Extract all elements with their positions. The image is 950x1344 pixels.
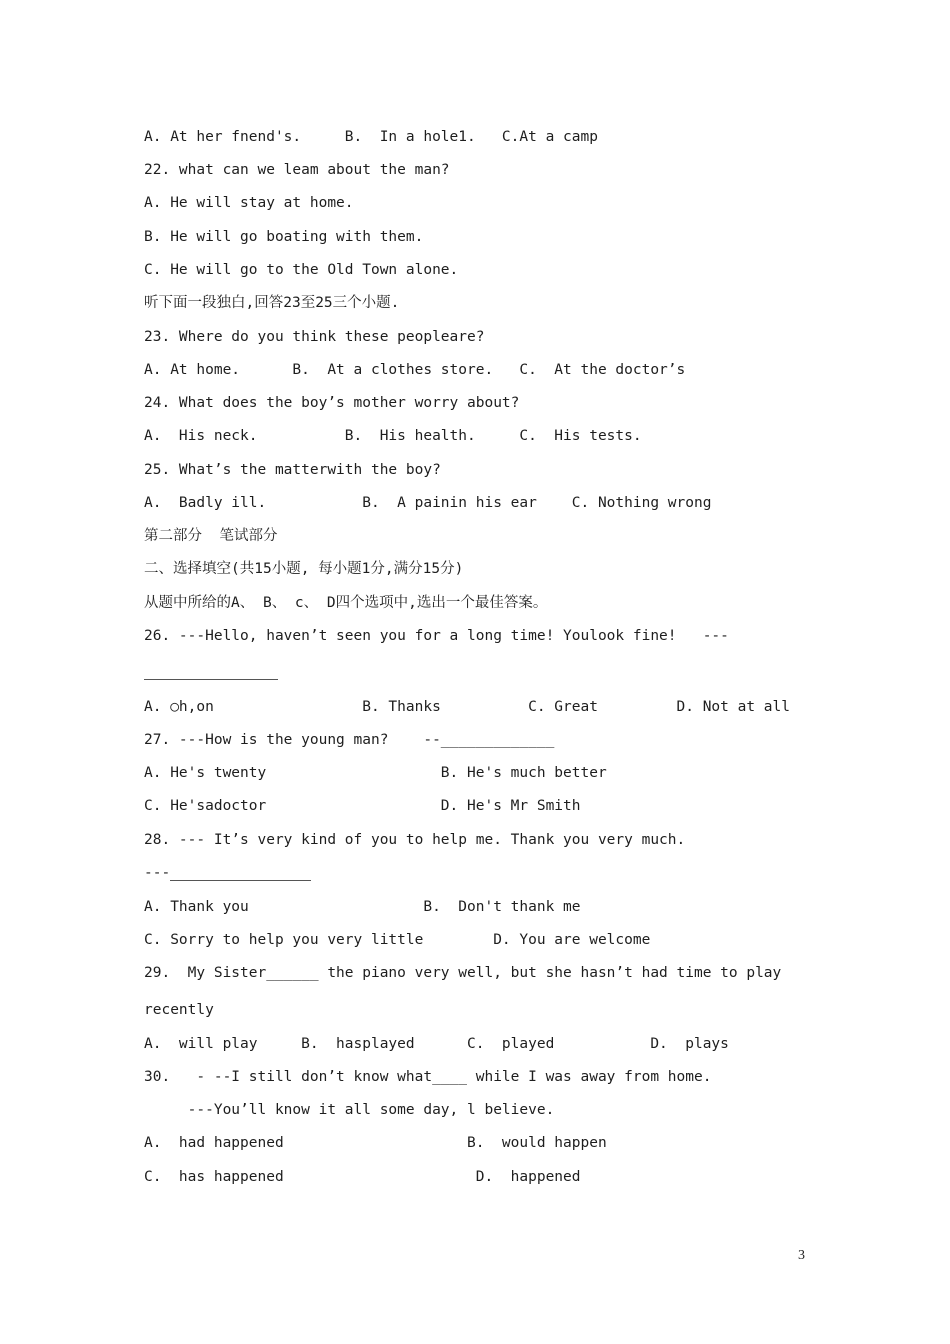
q26-question: 26. ---Hello, haven’t seen you for a long time! Youlook fine! --- xyxy=(144,628,729,644)
q28-options-cd: C. Sorry to help you very little D. You are welcome xyxy=(144,932,651,948)
q25-question: 25. What’s the matterwith the boy? xyxy=(144,462,441,478)
q29-question: 29. My Sister______ the piano very well, but she hasn’t had time to play xyxy=(144,965,782,981)
q24-question: 24. What does the boy’s mother worry about? xyxy=(144,395,520,411)
section-instruction-23-25: 听下面一段独白,回答23至25三个小题. xyxy=(144,295,400,311)
q21-options: A. At her fnend's. B. In a hole1. C.At a camp xyxy=(144,129,598,145)
section-two-instruction: 从题中所给的A、 B、 c、 D四个选项中,选出一个最佳答案。 xyxy=(144,595,548,611)
q27-options-cd: C. He'sadoctor D. He's Mr Smith xyxy=(144,798,581,814)
part-two-heading: 第二部分 笔试部分 xyxy=(144,528,278,544)
q22-option-b: B. He will go boating with them. xyxy=(144,229,424,245)
q22-option-a: A. He will stay at home. xyxy=(144,195,354,211)
q28-options-ab: A. Thank you B. Don't thank me xyxy=(144,899,581,915)
q26-answer-blank xyxy=(144,679,278,680)
q30-options-cd: C. has happened D. happened xyxy=(144,1169,581,1185)
q30-response: ---You’ll know it all some day, l believe. xyxy=(144,1102,555,1118)
q22-option-c: C. He will go to the Old Town alone. xyxy=(144,262,459,278)
page-number: 3 xyxy=(798,1248,805,1263)
q28-answer-blank xyxy=(170,880,311,881)
q27-options-ab: A. He's twenty B. He's much better xyxy=(144,765,607,781)
q28-response-prefix: --- xyxy=(144,865,171,881)
q25-options: A. Badly ill. B. A painin his ear C. Nothing wrong xyxy=(144,495,712,511)
q29-options: A. will play B. hasplayed C. played D. plays xyxy=(144,1036,729,1052)
q30-options-ab: A. had happened B. would happen xyxy=(144,1135,607,1151)
q23-options: A. At home. B. At a clothes store. C. At the doctor’s xyxy=(144,362,686,378)
q29-question-continued: recently xyxy=(144,1002,214,1018)
q26-options: A. ○h,on B. Thanks C. Great D. Not at all xyxy=(144,699,791,715)
q23-question: 23. Where do you think these peopleare? xyxy=(144,329,485,345)
section-two-heading: 二、选择填空(共15小题, 每小题1分,满分15分) xyxy=(144,561,464,577)
q24-options: A. His neck. B. His health. C. His tests. xyxy=(144,428,642,444)
q27-question: 27. ---How is the young man? --_____________ xyxy=(144,732,555,748)
q28-question: 28. --- It’s very kind of you to help me. Thank you very much. xyxy=(144,832,686,848)
q22-question: 22. what can we leam about the man? xyxy=(144,162,450,178)
q30-question: 30. - --I still don’t know what____ while I was away from home. xyxy=(144,1069,712,1085)
